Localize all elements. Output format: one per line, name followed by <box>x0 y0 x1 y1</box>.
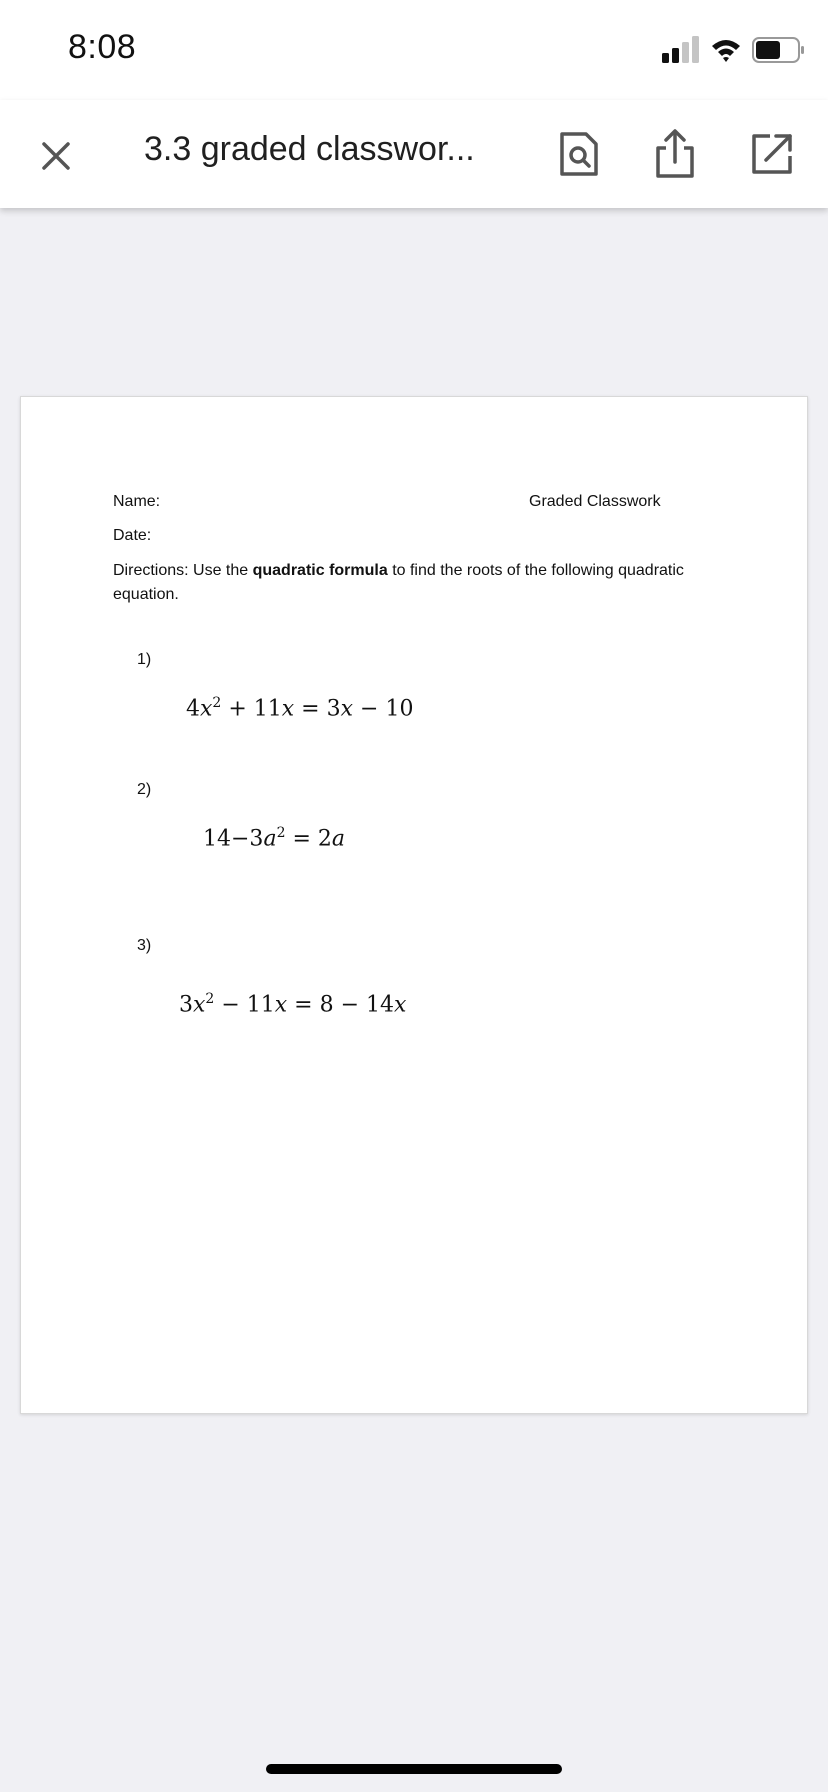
problem-2-equation: $14-3a^2 = 2a$ <box>203 825 346 852</box>
problem-1-number: 1) <box>137 651 152 668</box>
wifi-icon <box>710 36 742 64</box>
document-page <box>20 396 808 1414</box>
close-icon <box>30 130 82 182</box>
share-button[interactable] <box>650 126 700 182</box>
problem-2-number: 2) <box>137 781 152 798</box>
find-in-document-button[interactable] <box>556 128 602 180</box>
problem-1-equation: $4x^2 + 11x = 3x - 10$ <box>186 695 414 722</box>
directions-prefix: Directions: Use the <box>113 562 253 579</box>
directions-text <box>113 559 733 607</box>
status-time: 8:08 <box>68 28 137 66</box>
directions-bold: quadratic formula <box>252 562 388 579</box>
share-icon <box>650 126 700 182</box>
document-search-icon <box>556 128 602 180</box>
problem-3-number: 3) <box>137 937 152 954</box>
date-label: Date: <box>113 527 152 544</box>
status-bar <box>0 0 828 100</box>
open-in-app-button[interactable] <box>748 130 796 178</box>
directions-suffix: to find the roots of the following quadratic equation. <box>113 562 684 603</box>
problem-3-equation: $3x^2 - 11x = 8 - 14x$ <box>179 991 407 1018</box>
battery-icon <box>752 36 806 64</box>
graded-classwork-label: Graded Classwork <box>529 493 661 510</box>
document-toolbar <box>0 100 828 208</box>
name-label: Name: <box>113 493 161 510</box>
home-indicator[interactable] <box>266 1764 562 1774</box>
cellular-signal-icon <box>662 36 702 64</box>
document-title: 3.3 graded classwor... <box>144 130 475 168</box>
close-button[interactable] <box>30 130 82 182</box>
open-external-icon <box>748 130 796 178</box>
